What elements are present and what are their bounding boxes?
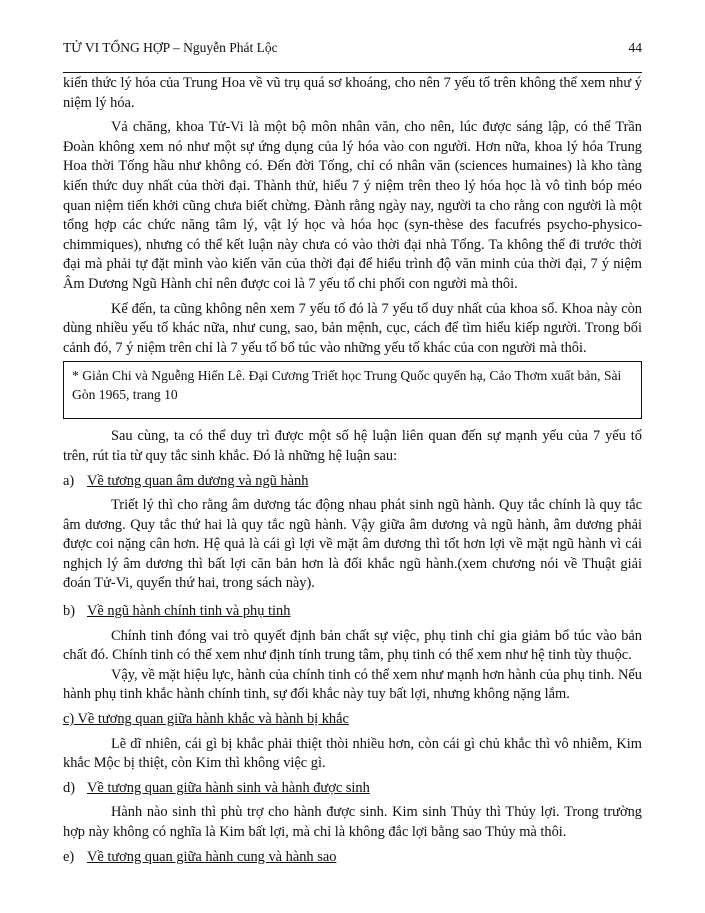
paragraph: Hành nào sinh thì phù trợ cho hành được sinh. Kim sinh Thủy thì Thủy lợi. Trong trường hợp này không có nghĩa là Kim bất lợi, mà chỉ là không đắc lợi bằng sao Thủy mà thôi. bbox=[63, 804, 642, 840]
paragraph: Lẽ dĩ nhiên, cái gì bị khắc phải thiệt thòi nhiều hơn, còn cái gì chủ khắc thì vô nhiễm, Kim khắc Mộc bị thiệt, còn Kim thì không việc gì. bbox=[63, 735, 642, 772]
page-header bbox=[63, 40, 642, 56]
paragraph: Sau cùng, ta có thể duy trì được một số hệ luận liên quan đến sự mạnh yếu của 7 yếu tố trên, rút tỉa từ quy tắc sinh khắc. Đó là những hệ luận sau: bbox=[63, 428, 642, 464]
section-heading-a: a) Về tương quan âm dương và ngũ hành bbox=[63, 472, 309, 489]
paragraph: Triết lý thì cho rằng âm dương tác động nhau phát sinh ngũ hành. Quy tắc chính là quy tắc âm dương. Quy tắc thứ hai là quy tắc ngũ hành. Vậy giữa âm dương và ngũ hành, âm dương phải được coi nặng cân hơn. Hệ quả là cái gì lợi về mặt âm dương thì tốt hơn lợi về mặt ngũ hành vì cái nghịch lý âm dương thì bất lợi căn bản hơn là đối khắc ngũ hành.(xem chương nói về Thuật giải đoán Tử-Vi, quyển thứ hai, trong sách này). bbox=[63, 497, 642, 592]
paragraph: Kế đến, ta cũng không nên xem 7 yếu tố đó là 7 yếu tố duy nhất của khoa số. Khoa này còn dùng nhiều yếu tố khác nữa, như cung, sao, bản mệnh, cục, cách để tìm hiểu kiếp người. Trong bối cảnh đó, 7 ý niệm trên chỉ là 7 yếu tố bổ túc vào những yếu tố khác của con người mà thôi. bbox=[63, 300, 642, 356]
paragraph: Vả chăng, khoa Tử-Vi là một bộ môn nhân văn, cho nên, lúc được sáng lập, có thể Trần Đoàn không xem nó như một sự ứng dụng của lý hóa vào con người. Hơn nữa, khoa lý hóa Trung Hoa thời Tống hầu như không có. Đến đời Tống, chỉ có nhân văn (sciences humaines) là kho tàng kiến thức duy nhất của thời đại. Thành thử, hiểu 7 ý niệm trên theo lý hóa học là vô tình bóp méo quan niệm tiến khởi cũng chưa biết chừng. Đành rằng ngày nay, người ta cho rằng con người là một tổng hợp các chức năng tâm lý, vật lý học và hóa học (syn-thèse des facufrés psycho-physico-chimmiques), nhưng có thể kết luận này chưa có vào thời đại nhà Tống. Ta không thể đi trước thời đại mà phải tự đặt mình vào kiến văn của thời đại để hiểu trình độ văn minh của thời đại, 7 ý niệm Âm Dương Ngũ Hành chỉ nên được coi là 7 yếu tố chi phối con người mà thôi. bbox=[63, 119, 642, 292]
paragraph: Chính tinh đóng vai trò quyết định bản chất sự việc, phụ tinh chỉ gia giảm bổ túc vào bản chất đó. Chính tinh có thể xem như định tính trung tâm, phụ tinh có thể xem như hệ tinh tùy thuộc. bbox=[63, 627, 642, 664]
page-number: 44 bbox=[628, 40, 642, 55]
page-body bbox=[63, 74, 642, 872]
section-heading-c: c) Về tương quan giữa hành khắc và hành bị khắc bbox=[63, 711, 349, 728]
running-title: TỬ VI TỔNG HỢP – Nguyễn Phát Lộc bbox=[63, 40, 278, 55]
section-heading-d: d) Về tương quan giữa hành sinh và hành được sinh bbox=[63, 779, 370, 796]
paragraph: kiến thức lý hóa của Trung Hoa về vũ trụ quá sơ khoáng, cho nên 7 yếu tố trên không thể xem như ý niệm lý hóa. bbox=[63, 75, 642, 111]
section-heading-b: b) Về ngũ hành chính tinh và phụ tinh bbox=[63, 603, 291, 620]
paragraph: Vậy, về mặt hiệu lực, hành của chính tinh có thể xem như mạnh hơn hành của phụ tinh. Nếu hành phụ tinh khắc hành chính tinh, sự đối khắc này tuy bất lợi, nhưng không nặng lắm. bbox=[63, 666, 642, 703]
header-rule bbox=[63, 72, 642, 73]
section-heading-e: e) Về tương quan giữa hành cung và hành sao bbox=[63, 848, 337, 865]
footnote-box: * Giản Chi và Nguễng Hiến Lê. Đại Cương Triết học Trung Quốc quyển hạ, Cảo Thơm xuất bản, Sài Gòn 1965, trang 10 bbox=[63, 361, 642, 419]
